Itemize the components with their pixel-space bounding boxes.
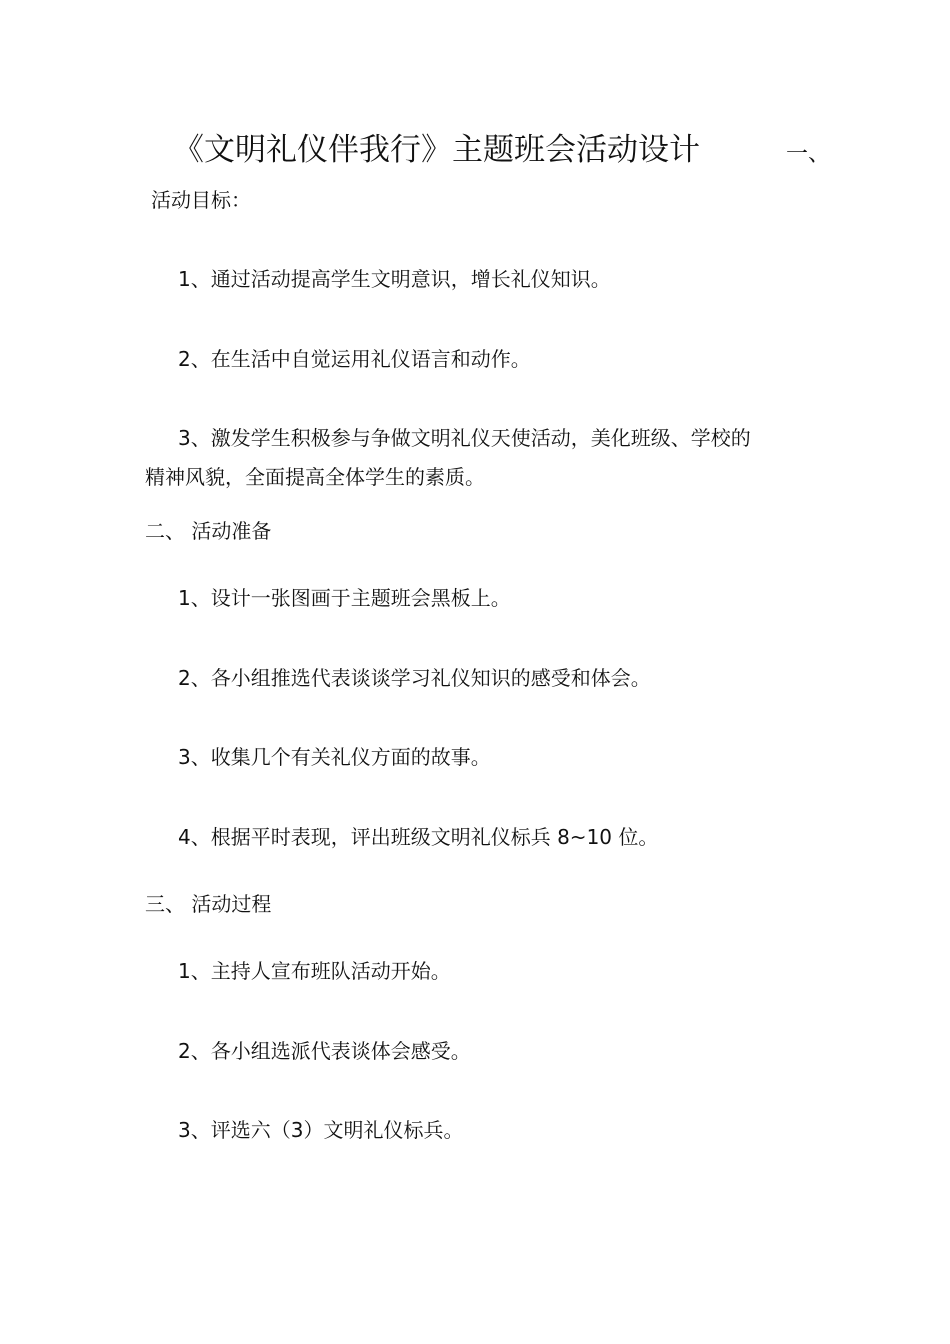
goal-item-1: 1、通过活动提高学生文明意识，增长礼仪知识。 [178, 267, 611, 291]
process-item-3: 3、评选六（3）文明礼仪标兵。 [178, 1118, 464, 1142]
prep-item-3: 3、收集几个有关礼仪方面的故事。 [178, 745, 491, 769]
section-heading-preparation: 二、 活动准备 [145, 519, 272, 543]
document-title: 《文明礼仪伴我行》主题班会活动设计 [173, 132, 700, 168]
prep-item-1: 1、设计一张图画于主题班会黑板上。 [178, 586, 511, 610]
goal-item-3-continuation: 精神风貌，全面提高全体学生的素质。 [145, 465, 485, 489]
section-heading-goals: 活动目标： [151, 188, 251, 212]
process-item-2: 2、各小组选派代表谈体会感受。 [178, 1039, 471, 1063]
goal-item-3: 3、激发学生积极参与争做文明礼仪天使活动，美化班级、学校的 [178, 426, 751, 450]
process-item-1: 1、主持人宣布班队活动开始。 [178, 959, 451, 983]
prep-item-4: 4、根据平时表现，评出班级文明礼仪标兵 8~10 位。 [178, 825, 659, 849]
section-heading-process: 三、 活动过程 [145, 892, 272, 916]
goal-item-2: 2、在生活中自觉运用礼仪语言和动作。 [178, 347, 531, 371]
prep-item-2: 2、各小组推选代表谈谈学习礼仪知识的感受和体会。 [178, 666, 651, 690]
section-number-1: 一、 [786, 142, 831, 167]
